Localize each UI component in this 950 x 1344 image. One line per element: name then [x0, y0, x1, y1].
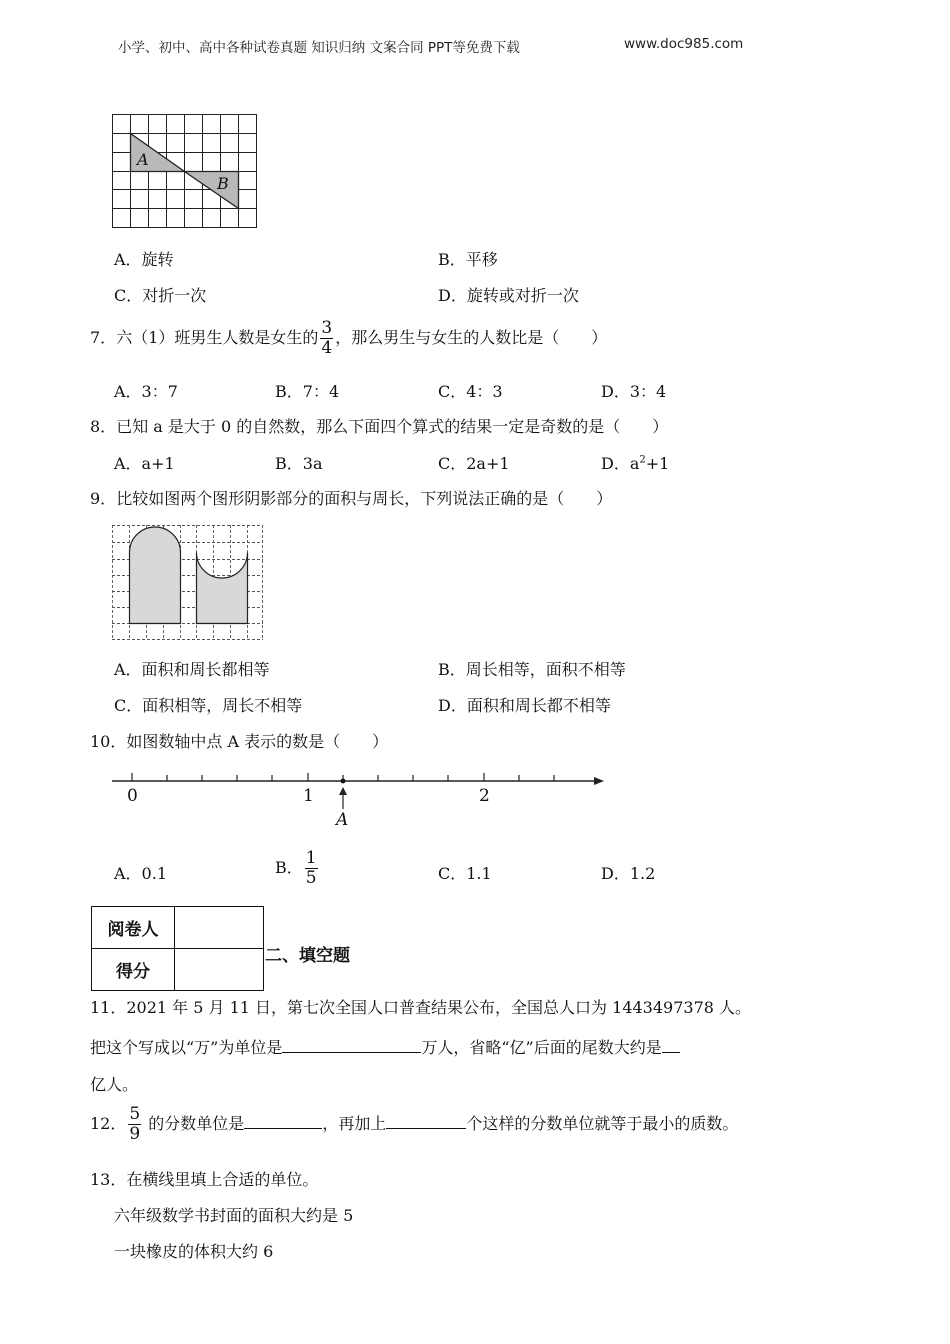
- q8-option-c[interactable]: C．2a+1: [438, 454, 510, 473]
- q10-option-d[interactable]: D．1.2: [601, 864, 656, 883]
- q12-blank-2[interactable]: [386, 1112, 466, 1129]
- label-b: B: [217, 174, 229, 193]
- q10-option-a[interactable]: A．0.1: [114, 864, 168, 883]
- axis-label-1: 1: [303, 786, 314, 806]
- q12-blank-1[interactable]: [244, 1112, 322, 1129]
- q12-fraction: $\frac{5}{9}$: [129, 1104, 141, 1144]
- notch-shape: [197, 553, 248, 624]
- q7-option-d[interactable]: D．3：4: [601, 382, 667, 401]
- section-2-title: 二、填空题: [265, 946, 350, 966]
- q11-line3: 亿人。: [90, 1075, 139, 1094]
- q10-option-b[interactable]: B． $\frac{1}{5}$: [275, 848, 317, 888]
- q7-option-b[interactable]: B．7：4: [275, 382, 340, 401]
- q6-option-c[interactable]: C．对折一次: [114, 286, 207, 305]
- q10-option-c[interactable]: C．1.1: [438, 864, 492, 883]
- q8-option-b[interactable]: B．3a: [275, 454, 323, 473]
- header-url[interactable]: www.doc985.com: [624, 36, 744, 52]
- q9-question: 9．比较如图两个图形阴影部分的面积与周长，下列说法正确的是（ ）: [90, 489, 613, 508]
- q13-line2: 一块橡皮的体积大约 6: [114, 1242, 274, 1261]
- q7-fraction: $\frac{3}{4}$: [321, 318, 333, 358]
- q8-option-d[interactable]: D．$a^2+1$: [601, 454, 670, 473]
- score-label: 得分: [92, 949, 175, 991]
- q11-blank-1[interactable]: [282, 1036, 421, 1053]
- q7-option-a[interactable]: A．3：7: [114, 382, 178, 401]
- q9-option-a[interactable]: A．面积和周长都相等: [114, 660, 270, 679]
- q10-number-line: [108, 765, 608, 830]
- q6-option-d[interactable]: D．旋转或对折一次: [438, 286, 579, 305]
- arch-shape: [130, 527, 181, 624]
- q6-grid-figure: [112, 113, 258, 229]
- reviewer-label: 阅卷人: [92, 907, 175, 949]
- q7-question: 7．六（1）班男生人数是女生的 $\frac{3}{4}$ ，那么男生与女生的人数比是（ ）: [90, 318, 608, 358]
- header-text: 小学、初中、高中各种试卷真题 知识归纳 文案合同 PPT等免费下载: [118, 40, 520, 56]
- axis-label-0: 0: [127, 786, 138, 806]
- q12-question: 12． $\frac{5}{9}$ 的分数单位是 ，再加上 个这样的分数单位就等于最小的质数。: [90, 1104, 739, 1144]
- q11-line2: 把这个写成以“万”为单位是 万人，省略“亿”后面的尾数大约是: [90, 1035, 680, 1058]
- q9-option-b[interactable]: B．周长相等，面积不相等: [438, 660, 626, 679]
- q8-question: 8．已知 a 是大于 0 的自然数，那么下面四个算式的结果一定是奇数的是（ ）: [90, 417, 669, 436]
- reviewer-cell[interactable]: [175, 907, 264, 949]
- q9-shapes-figure: [112, 523, 264, 642]
- q8-option-a[interactable]: A．a+1: [114, 454, 175, 473]
- q11-blank-2[interactable]: [662, 1036, 680, 1053]
- q6-option-a[interactable]: A．旋转: [114, 250, 174, 269]
- q11-line1: 11．2021 年 5 月 11 日，第七次全国人口普查结果公布，全国总人口为 1443497378 人。: [90, 998, 752, 1017]
- score-cell[interactable]: [175, 949, 264, 991]
- q9-option-d[interactable]: D．面积和周长都不相等: [438, 696, 611, 715]
- score-box: [91, 906, 264, 991]
- label-a: A: [137, 150, 149, 169]
- point-a-label: A: [336, 810, 349, 830]
- q6-option-b[interactable]: B．平移: [438, 250, 498, 269]
- axis-label-2: 2: [479, 786, 490, 806]
- point-a-dot: [341, 779, 346, 784]
- q7-option-c[interactable]: C．4：3: [438, 382, 503, 401]
- q9-option-c[interactable]: C．面积相等，周长不相等: [114, 696, 303, 715]
- q10-question: 10．如图数轴中点 A 表示的数是（ ）: [90, 732, 389, 751]
- q13-line1: 六年级数学书封面的面积大约是 5: [114, 1206, 354, 1225]
- q13-question: 13．在横线里填上合适的单位。: [90, 1170, 319, 1189]
